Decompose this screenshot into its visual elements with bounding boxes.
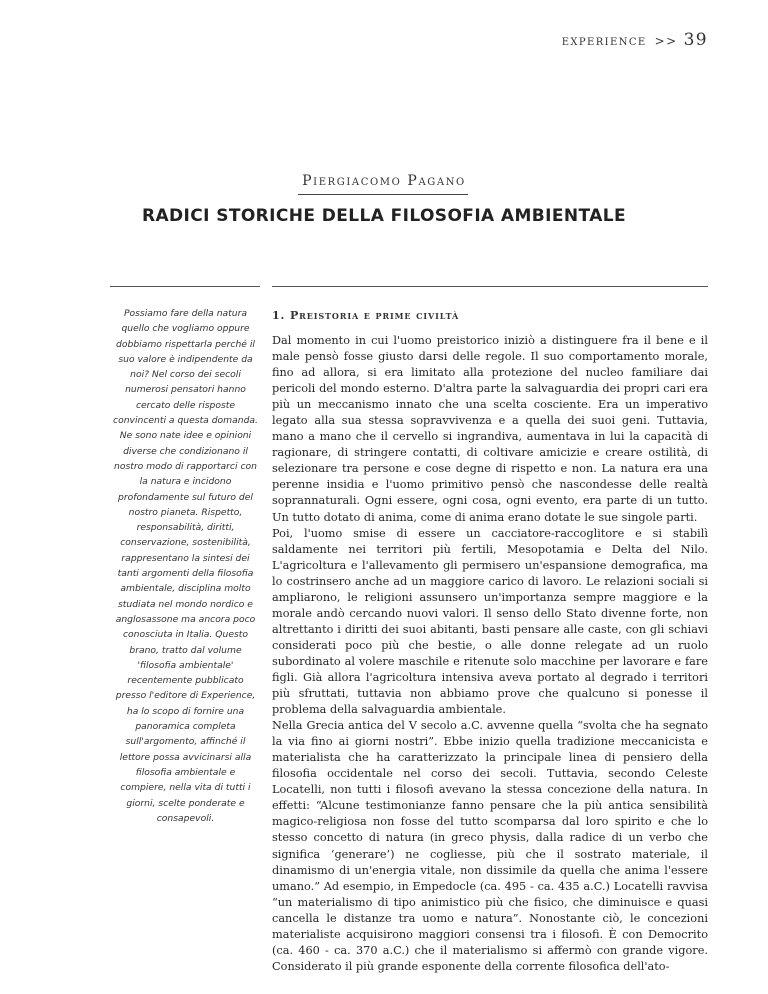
article-title: RADICI STORICHE DELLA FILOSOFIA AMBIENTALE — [141, 206, 626, 226]
author-name: Piergiacomo Pagano — [302, 173, 466, 189]
running-header-section: experience — [561, 33, 647, 49]
author-divider — [298, 194, 468, 195]
abstract: Possiamo fare della natura quello che vogliamo oppure dobbiamo rispettarla perché il suo valore è indipendente da noi? Nel corso dei secoli numerosi pensatori hanno cercato delle risposte convincenti a questa domanda. Ne sono nate idee e opinioni diverse che condizionano il nostro modo di rapportarci con la natura e incidono profondamente sul futuro del nostro pianeta. Rispetto, responsabilità, diritti, conservazione, sostenibilità, rappresentano la sintesi dei tanti argomenti della filosofia ambientale, disciplina molto studiata nel mondo nordico e anglosassone ma ancora poco conosciuta in Italia. Questo brano, tratto dal volume 'filosofia ambientale' recentemente pubblicato presso l'editore di Experience, ha lo scopo di fornire una panoramica completa sull'argomento, affinché il lettore possa avvicinarsi alla filosofia ambientale e compiere, nella vita di tutti i giorni, scelte ponderate e consapevoli. — [113, 308, 258, 824]
paragraph: Dal momento in cui l'uomo preistorico iniziò a distinguere fra il bene e il male pensò fosse giusto darsi delle regole. Il suo comportamento morale, fino ad allora, si era limitato alla protezione del nucleo familiare dai pericoli del mondo esterno. D'altra parte la salvaguardia dei propri cari era più un meccanismo innato che una scelta cosciente. Era un imperativo legato alla sua stessa sopravvivenza e a quella dei suoi geni. Tuttavia, mano a mano che il cervello si ingrandiva, aumentava in lui la capacità di ragionare, di stringere contatti, di coltivare amicizie e creare ostilità, di selezionare tra persone e cose degne di rispetto e non. La natura era una perenne insidia e l'uomo primitivo pensò che nascondesse delle realtà soprannaturali. Ogni essere, ogni cosa, ogni evento, era parte di un tutto. Un tutto dotato di anima, come di anima erano dotate le sue singole parti. — [272, 334, 708, 524]
page-number: 39 — [683, 30, 708, 50]
section-heading: 1. Preistoria e prime civiltà — [272, 309, 460, 322]
paragraph: Poi, l'uomo smise di essere un cacciatore-raccoglitore e si stabilì saldamente nei territori più fertili, Mesopotamia e Delta del Nilo. L'agricoltura e l'allevamento gli permisero un'espansione demografica, ma lo costrinsero anche ad un maggiore carico di lavoro. Le relazioni sociali si ampliarono, le religioni assunsero un'importanza sempre maggiore e la morale andò cercando nuovi valori. Il senso dello Stato divenne forte, non altrettanto i diritti dei suoi abitanti, basti pensare alle caste, con gli schiavi considerati poco più che bestie, o alle donne relegate ad un ruolo subordinato al volere maschile e ritenute solo macchine per lavorare e fare figli. Già allora l'agricoltura intensiva aveva portato al degrado i territori più sfruttati, tuttavia non abbiamo prove che qualcuno si ponesse il problema della salvaguardia ambientale. — [272, 526, 708, 717]
body-text — [272, 333, 708, 975]
running-header-separator: >> — [654, 34, 678, 48]
paragraph: Nella Grecia antica del V secolo a.C. avvenne quella “svolta che ha segnato la via fino ai giorni nostri”. Ebbe inizio quella tradizione meccanicista e materialista che ha caratterizzato la principale linea di pensiero della filosofia occidentale nel corso dei secoli. Tuttavia, secondo Celeste Locatelli, non tutti i filosofi avevano la stessa concezione della natura. In effetti: “Alcune testimonianze fanno pensare che la più antica sensibilità magico-religiosa non fosse del tutto scomparsa dal loro spirito e che lo stesso concetto di natura (in greco physis, dalla radice di un verbo che significa ‘generare’) ne cogliesse, più che il sostrato materiale, il dinamismo di un'energia vitale, non dissimile da quella che anima l'essere umano.” Ad esempio, in Empedocle (ca. 495 - ca. 435 a.C.) Locatelli ravvisa “un materialismo di tipo animistico più che fisico, che diminuisce e quasi cancella le distanze tra uomo e natura”. Nonostante ciò, le concezioni materialiste acquisirono maggiori consensi tra i filosofi. È con Democrito (ca. 460 - ca. 370 a.C.) che il materialismo si affermò con grande vigore. Considerato il più grande esponente della corrente filosofica dell'ato- — [272, 719, 708, 973]
abstract-top-rule — [110, 286, 260, 287]
body-top-rule — [272, 286, 708, 287]
running-header — [562, 30, 708, 50]
